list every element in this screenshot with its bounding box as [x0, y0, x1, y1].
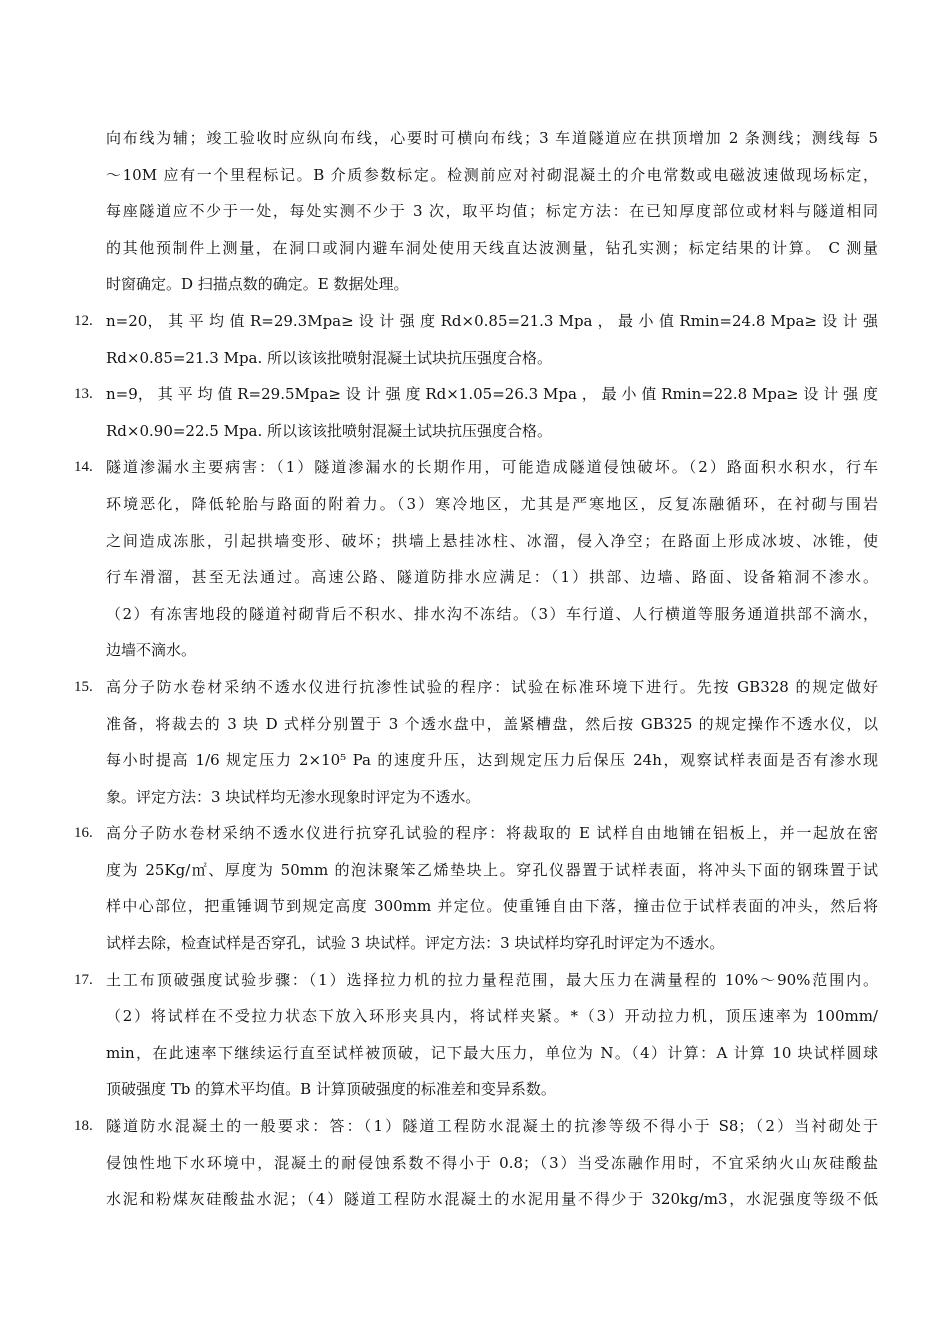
- numbered-item-14: [74, 449, 878, 669]
- text-line: 每小时提高 1/6 规定压力 2×10⁵ Pa 的速度升压，达到规定压力后保压 24h，观察试样表面是否有渗水现: [106, 751, 878, 770]
- text-line: 向布线为辅；竣工验收时应纵向布线，心要时可横向布线；3 车道隧道应在拱顶增加 2 条测线；测线每 5: [106, 129, 878, 147]
- text-line: 的其他预制件上测量，在洞口或洞内避车洞处使用天线直达波测量，钻孔实测；标定结果的计算。 C 测量: [106, 238, 878, 257]
- text-line: 环境恶化，降低轮胎与路面的附着力。（3）寒冷地区，尤其是严寒地区，反复冻融循环，在衬砌与围岩: [106, 494, 878, 513]
- text-line: 度为 25Kg/㎡、厚度为 50mm 的泡沫聚笨乙烯垫块上。穿孔仪器置于试样表面，将冲头下面的钢珠置于试: [106, 860, 878, 879]
- continued-paragraph: [106, 120, 878, 303]
- text-line: 之间造成冻胀，引起拱墙变形、破坏；拱墙上悬挂冰柱、冰溜，侵入净空；在路面上形成冰坡、冰锥，使: [106, 531, 878, 550]
- text-line: Rd×0.90=22.5 Mpa. 所以该该批喷射混凝土试块抗压强度合格。: [106, 421, 553, 440]
- text-line: Rd×0.85=21.3 Mpa. 所以该该批喷射混凝土试块抗压强度合格。: [106, 348, 553, 367]
- text-line: min，在此速率下继续运行直至试样被顶破，记下最大压力，单位为 N。（4）计算：A 计算 10 块试样圆球: [106, 1043, 878, 1062]
- numbered-item-15: [74, 669, 878, 815]
- text-line: 行车滑溜，甚至无法通过。高速公路、隧道防排水应满足：（1）拱部、边墙、路面、设备箱洞不渗水。: [106, 568, 878, 587]
- text-line: 高分子防水卷材采纳不透水仪进行抗穿孔试验的程序：将裁取的 E 试样自由地铺在铝板上，并一起放在密: [106, 824, 878, 843]
- text-line: 隧道防水混凝土的一般要求：答：（1）隧道工程防水混凝土的抗渗等级不得小于 S8；（2）当衬砌处于: [106, 1117, 878, 1136]
- text-line: 水泥和粉煤灰硅酸盐水泥；（4）隧道工程防水混凝土的水泥用量不得少于 320kg/m3，水泥强度等级不低: [106, 1190, 878, 1209]
- text-line: 隧道渗漏水主要病害：（1）隧道渗漏水的长期作用，可能造成隧道侵蚀破坏。（2）路面积水积水，行车: [106, 458, 878, 477]
- text-line: n=20， 其 平 均 值 R=29.3Mpa≥ 设 计 强 度 Rd×0.85=21.3 Mpa ， 最 小 值 Rmin=24.8 Mpa≥ 设 计 强: [106, 311, 878, 330]
- item-number: 12.: [74, 312, 93, 329]
- text-line: 每座隧道应不少于一处，每处实测不少于 3 次，取平均值；标定方法：在已知厚度部位或材料与隧道相同: [106, 202, 878, 221]
- text-line: 高分子防水卷材采纳不透水仪进行抗渗性试验的程序：试验在标准环境下进行。先按 GB328 的规定做好: [106, 677, 878, 696]
- text-line: n=9， 其 平 均 值 R=29.5Mpa≥ 设 计 强 度 Rd×1.05=26.3 Mpa ， 最 小 值 Rmin=22.8 Mpa≥ 设 计 强 度: [106, 385, 878, 404]
- text-line: 顶破强度 Tb 的算术平均值。B 计算顶破强度的标准差和变异系数。: [106, 1080, 556, 1099]
- text-line: 侵蚀性地下水环境中，混凝土的耐侵蚀系数不得小于 0.8；（3）当受冻融作用时，不宜采纳火山灰硅酸盐: [106, 1153, 878, 1172]
- text-line: 时窗确定。D 扫描点数的确定。E 数据处理。: [106, 275, 409, 294]
- item-number: 14.: [74, 459, 93, 476]
- numbered-item-12: [74, 303, 878, 376]
- item-number: 16.: [74, 825, 93, 842]
- numbered-item-17: [74, 962, 878, 1108]
- document-body: [74, 120, 878, 1218]
- item-number: 13.: [74, 386, 93, 403]
- text-line: ～10M 应有一个里程标记。B 介质参数标定。检测前应对衬砌混凝土的介电常数或电磁波速做现场标定，: [106, 165, 878, 184]
- item-number: 15.: [74, 678, 93, 695]
- text-line: （2）将试样在不受拉力状态下放入环形夹具内，将试样夹紧。*（3）开动拉力机，顶压速率为 100mm/: [106, 1007, 878, 1026]
- text-line: 准备，将裁去的 3 块 D 式样分别置于 3 个透水盘中，盖紧槽盘，然后按 GB325 的规定操作不透水仪，以: [106, 714, 878, 733]
- text-line: 试样去除，检查试样是否穿孔，试验 3 块试样。评定方法：3 块试样均穿孔时评定为不透水。: [106, 934, 725, 953]
- text-line: 边墙不滴水。: [106, 641, 197, 660]
- numbered-item-13: [74, 376, 878, 449]
- text-line: （2）有冻害地段的隧道衬砌背后不积水、排水沟不冻结。（3）车行道、人行横道等服务通道拱部不滴水，: [106, 604, 878, 623]
- text-line: 样中心部位，把重锤调节到规定高度 300mm 并定位。使重锤自由下落，撞击位于试样表面的冲头，然后将: [106, 897, 878, 916]
- numbered-item-16: [74, 815, 878, 961]
- numbered-item-18: [74, 1108, 878, 1218]
- text-line: 土工布顶破强度试验步骤：（1）选择拉力机的拉力量程范围，最大压力在满量程的 10%～90%范围内。: [106, 970, 878, 989]
- item-number: 18.: [74, 1118, 93, 1135]
- text-line: 象。评定方法：3 块试样均无渗水现象时评定为不透水。: [106, 787, 481, 806]
- item-number: 17.: [74, 971, 93, 988]
